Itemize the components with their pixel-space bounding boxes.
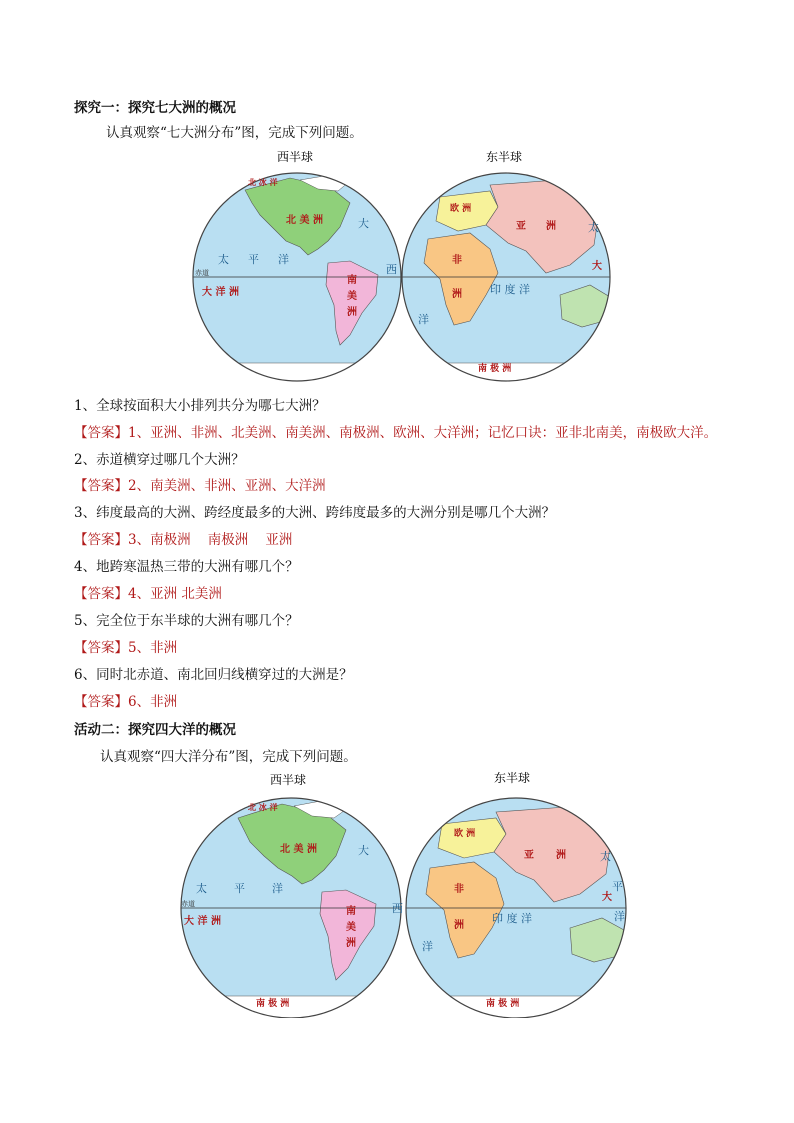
atlantic-label-1: 大 (358, 844, 369, 857)
question-3: 3、纬度最高的大洲、跨经度最多的大洲、跨纬度最多的大洲分别是哪几个大洲？ (74, 505, 556, 521)
atlantic-label-2: 西 (386, 263, 397, 276)
answer-tag: 【答案】 (74, 532, 128, 548)
pacific-label-3: 洋 (278, 253, 289, 266)
atlantic-label-1: 大 (358, 217, 369, 230)
answer-text: 6、非洲 (128, 694, 178, 710)
answer-text: 1、亚洲、非洲、北美洲、南美洲、南极洲、欧洲、大洋洲；记忆口诀：亚非北南美，南极欧大洋。 (128, 425, 718, 441)
answer-tag: 【答案】 (74, 694, 128, 710)
antarctica-label: 南 极 洲 (478, 364, 512, 374)
question-1: 1、全球按面积大小排列共分为哪七大洲？ (74, 398, 326, 414)
answer-text: 5、非洲 (128, 640, 178, 656)
question-5: 5、完全位于东半球的大洲有哪几个？ (74, 613, 299, 629)
west-hemisphere-title: 西半球 (277, 150, 314, 164)
west-hemisphere-title: 西半球 (270, 773, 307, 787)
answer-6 (74, 690, 177, 710)
atlantic-label-3: 洋 (418, 313, 429, 326)
answer-3 (74, 528, 292, 548)
asia-label-1: 亚 (516, 221, 526, 232)
oceania-east-label: 大 (602, 892, 612, 903)
pacific-label-1: 太 (196, 882, 207, 895)
section1-title: 探究一：探究七大洲的概况 (74, 100, 236, 116)
north-america-label: 北 美 洲 (280, 844, 317, 855)
equator-label: 赤道 (195, 269, 209, 277)
pacific-label-2: 平 (248, 253, 259, 266)
africa-label-2: 洲 (454, 920, 464, 931)
section1-intro: 认真观察“七大洲分布”图，完成下列问题。 (106, 125, 363, 141)
africa-label-2: 洲 (452, 289, 462, 300)
africa-label-1: 非 (452, 255, 462, 266)
question-4: 4、地跨寒温热三带的大洲有哪几个？ (74, 559, 299, 575)
north-ocean-label: 北 冰 洋 (248, 178, 278, 187)
europe-label: 欧 洲 (454, 829, 476, 839)
question-6: 6、同时北赤道、南北回归线横穿过的大洲是？ (74, 667, 353, 683)
answer-2 (74, 474, 326, 494)
east-hemisphere (401, 768, 636, 1018)
answer-5 (74, 636, 177, 656)
answer-1 (74, 421, 717, 441)
section2-intro: 认真观察“四大洋分布”图，完成下列问题。 (100, 749, 357, 765)
answer-text: 3、南极洲 南极洲 亚洲 (128, 532, 293, 548)
antarctica-label: 南 极 洲 (486, 999, 520, 1009)
answer-text: 2、南美洲、非洲、亚洲、大洋洲 (128, 478, 326, 494)
answer-tag: 【答案】 (74, 425, 128, 441)
europe-label: 欧 洲 (450, 204, 472, 214)
south-america-label-2: 美 (346, 922, 356, 933)
atlantic-label-2: 西 (392, 902, 403, 915)
pacific-east-label-2: 平 (612, 880, 623, 893)
equator-label: 赤道 (181, 900, 195, 908)
pacific-label-1: 太 (218, 253, 229, 266)
west-hemisphere (176, 768, 406, 1018)
africa-label-1: 非 (454, 884, 464, 895)
answer-tag: 【答案】 (74, 640, 128, 656)
atlantic-label-3: 洋 (422, 940, 433, 953)
section2-title: 活动二：探究四大洋的概况 (74, 722, 236, 738)
continents-map (190, 145, 630, 383)
answer-4 (74, 582, 222, 602)
south-america-label-1: 南 (346, 906, 356, 917)
south-america-label-3: 洲 (346, 938, 356, 949)
pacific-label-3: 洋 (272, 882, 283, 895)
north-ocean-label: 北 冰 洋 (248, 803, 278, 812)
question-2: 2、赤道横穿过哪几个大洲？ (74, 452, 245, 468)
pacific-label-2: 平 (234, 882, 245, 895)
asia-label-2: 洲 (556, 850, 566, 861)
indian-ocean-label: 印 度 洋 (490, 283, 530, 296)
oceania-label-west: 大 洋 洲 (184, 916, 221, 927)
south-america-label-2: 美 (347, 291, 357, 302)
antarctica-shape (190, 363, 410, 383)
answer-tag: 【答案】 (74, 478, 128, 494)
east-hemisphere-title: 东半球 (494, 771, 531, 785)
north-america-label: 北 美 洲 (286, 215, 323, 226)
answer-text: 4、亚洲 北美洲 (128, 586, 222, 602)
south-america-label-3: 洲 (347, 307, 357, 318)
answer-tag: 【答案】 (74, 586, 128, 602)
antarctica-label-west: 南 极 洲 (256, 999, 290, 1009)
oceania-east-label: 大 (592, 261, 602, 272)
pacific-east-label-1: 太 (588, 221, 599, 234)
oceans-map (176, 768, 636, 1018)
east-hemisphere-title: 东半球 (486, 150, 523, 164)
oceania-label-west: 大 洋 洲 (202, 287, 239, 298)
south-america-label-1: 南 (347, 275, 357, 286)
indian-ocean-label: 印 度 洋 (492, 912, 532, 925)
asia-label-2: 洲 (546, 221, 556, 232)
pacific-east-label-3: 洋 (614, 910, 625, 923)
pacific-east-label-1: 太 (600, 850, 611, 863)
asia-label-1: 亚 (524, 850, 534, 861)
